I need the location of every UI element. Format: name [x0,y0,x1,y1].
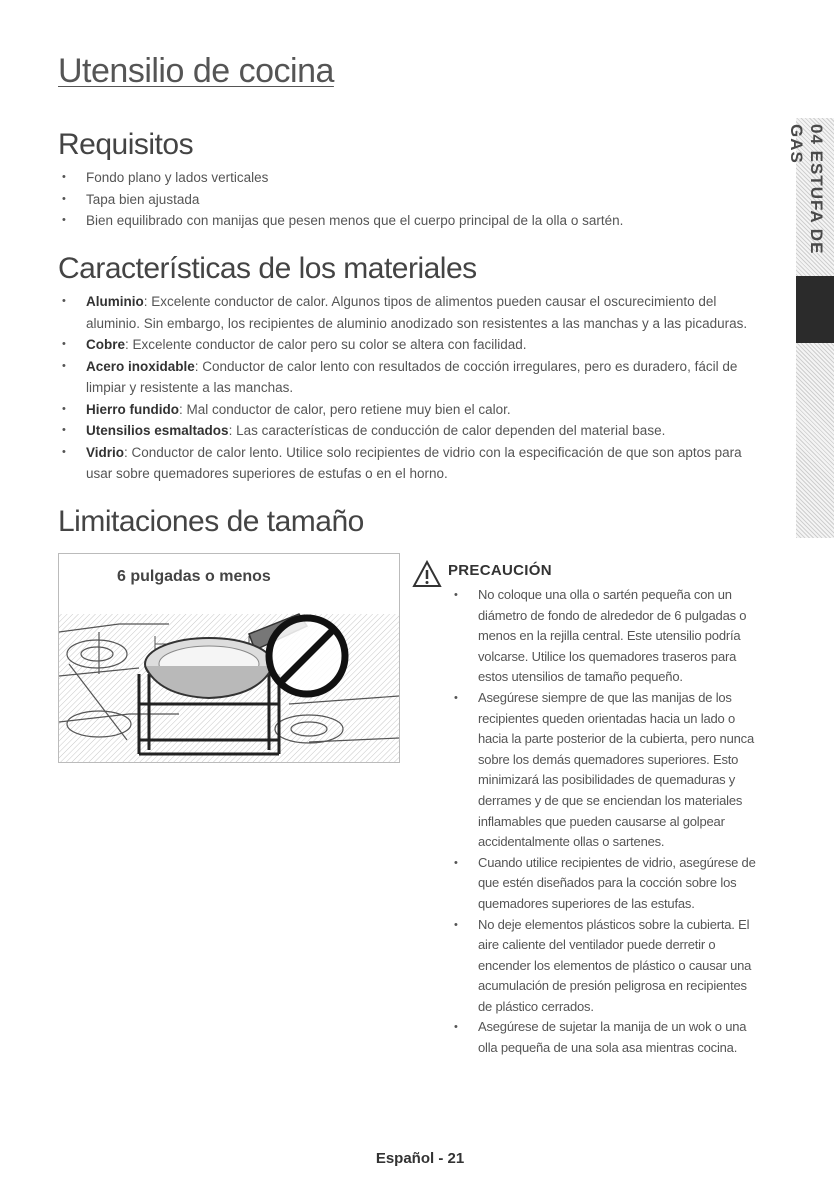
material-term: Vidrio [86,444,125,460]
list-item: • Cuando utilice recipientes de vidrio, asegúrese de que estén diseñados para la cocción sobre los quemadores superiores de las estufas. [450,853,760,915]
list-item: • No deje elementos plásticos sobre la cubierta. El aire caliente del ventilador puede derretir o encender los elementos de plástico o causar una acumulación de presión peligrosa en recipientes de plástico cerrados. [450,915,760,1018]
list-item: • Asegúrese de sujetar la manija de un wok o una olla pequeña de una sola asa mientras cocina. [450,1017,760,1058]
material-description: : Conductor de calor lento con resultados de cocción irregulares, pero es duradero, fácil de limpiar y resistente a las manchas. [86,358,738,395]
list-item [58,420,768,442]
list-item: • Bien equilibrado con manijas que pesen menos que el cuerpo principal de la olla o sartén. [58,210,758,232]
page-number: Español - 21 [375,1150,465,1167]
materiales-list [58,291,768,485]
precaution-title: PRECAUCIÓN [448,562,552,579]
figure-label: 6 pulgadas o menos [117,568,271,585]
material-term: Cobre [86,337,126,352]
limitaciones-heading: Limitaciones de tamaño [58,505,364,538]
list-item [58,291,768,334]
list-item: • Tapa bien ajustada [58,189,758,211]
page-title: Utensilio de cocina [58,52,334,90]
material-description: : Conductor de calor lento. Utilice solo recipientes de vidrio con la especificación de que son aptos para usar sobre quemadores superiores de estufas o en el horno. [86,444,742,481]
material-term: Hierro fundido [86,401,179,417]
list-item [58,442,768,485]
requisitos-heading: Requisitos [58,128,194,161]
material-term: Aluminio [86,294,144,309]
side-tab-label: 04 ESTUFA DE GAS [787,124,826,255]
list-item: • Asegúrese siempre de que las manijas de los recipientes queden orientadas hacia un lado o hacia la parte posterior de la cubierta, pero nunca sobre los demás quemadores superiores. Esto minimizará las posibilidades de quemaduras y derrames y de que se enciendan los materiales inflamables que pueden causarse al golpear accidentalmente ollas o sartenes. [450,688,760,853]
list-item: • No coloque una olla o sartén pequeña con un diámetro de fondo de alrededor de 6 pulgadas o menos en la rejilla central. Este utensilio podría volcarse. Utilice los quemadores traseros para estos utensilios de tamaño pequeño. [450,585,760,688]
material-description: : Excelente conductor de calor pero su color se altera con facilidad. [125,337,527,352]
material-description: : Mal conductor de calor, pero retiene muy bien el calor. [179,401,511,417]
list-item [58,399,768,421]
warning-icon [412,560,442,588]
material-description: : Excelente conductor de calor. Algunos tipos de alimentos pueden causar el oscurecimiento del aluminio. Sin embargo, los recipientes de aluminio anodizado son resistentes a las manchas y a las picaduras. [86,294,748,331]
requisitos-list [58,167,758,232]
list-item [58,334,768,356]
small-pan-figure [58,553,400,763]
list-item [58,356,768,399]
side-tab-marker [796,276,834,343]
materiales-heading: Características de los materiales [58,252,477,285]
material-term: Utensilios esmaltados [86,423,229,438]
material-description: : Las características de conducción de calor dependen del material base. [228,423,666,438]
precaution-list [450,585,760,1059]
material-term: Acero inoxidable [86,358,195,374]
list-item: • Fondo plano y lados verticales [58,167,758,189]
